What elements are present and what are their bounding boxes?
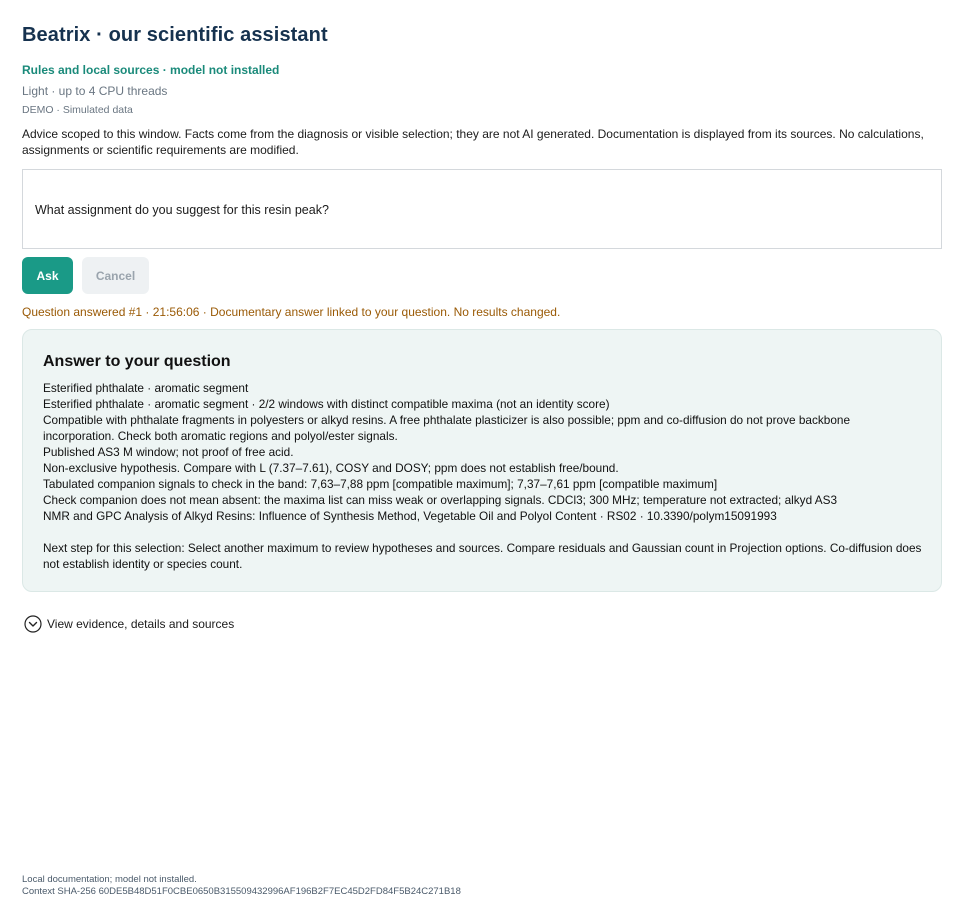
answer-body	[43, 380, 923, 572]
answer-line: Non-exclusive hypothesis. Compare with L (7.37–7.61), COSY and DOSY; ppm does not establish free/bound.	[43, 461, 619, 475]
answer-line: Esterified phthalate · aromatic segment · 2/2 windows with distinct compatible maxima (not an identity score)	[43, 397, 610, 411]
chevron-down-circle-icon	[24, 615, 42, 633]
footer-context-hash: Context SHA-256 60DE5B48D51F0CBE0650B315509432996AF196B2F7EC45D2FD84F5B24C271B18	[22, 886, 461, 897]
question-input-value: What assignment do you suggest for this resin peak?	[35, 203, 329, 217]
view-evidence-toggle[interactable]	[24, 614, 234, 634]
ask-button[interactable]: Ask	[22, 257, 73, 294]
scope-notice: Advice scoped to this window. Facts come from the diagnosis or visible selection; they are not AI generated. Documentation is displayed from its sources. No calculations, assignments or scientific requirements are modified.	[22, 127, 924, 157]
status-message: Question answered #1 · 21:56:06 · Documentary answer linked to your question. No results changed.	[22, 305, 561, 319]
performance-label: Light · up to 4 CPU threads	[22, 84, 168, 98]
mode-label: Rules and local sources · model not installed	[22, 63, 280, 77]
footer-doc-note: Local documentation; model not installed.	[22, 874, 197, 885]
answer-line: Tabulated companion signals to check in the band: 7,63–7,88 ppm [compatible maximum]; 7,37–7,61 ppm [compatible maximum]	[43, 477, 718, 491]
answer-line: Check companion does not mean absent: the maxima list can miss weak or overlapping signals. CDCl3; 300 MHz; temperature not extracted; alkyd AS3	[43, 493, 838, 507]
answer-line: Published AS3 M window; not proof of free acid.	[43, 445, 294, 459]
answer-line: Esterified phthalate · aromatic segment	[43, 381, 249, 395]
question-input[interactable]	[22, 169, 942, 249]
view-evidence-label: View evidence, details and sources	[47, 617, 235, 631]
answer-line: Compatible with phthalate fragments in polyesters or alkyd resins. A free phthalate plasticizer is also possible; ppm and co-diffusion do not prove backbone incorporation. Check both aromatic regions and polyol/ester signals.	[43, 413, 851, 443]
answer-title: Answer to your question	[43, 353, 231, 370]
page-title: Beatrix · our scientific assistant	[22, 24, 328, 46]
answer-next-step: Next step for this selection: Select another maximum to review hypotheses and sources. Compare residuals and Gaussian count in Projection options. Co-diffusion does not establish identity or species count.	[43, 541, 922, 571]
cancel-button[interactable]: Cancel	[82, 257, 149, 294]
answer-spacer	[43, 524, 923, 540]
answer-card	[22, 329, 942, 592]
demo-badge: DEMO · Simulated data	[22, 104, 133, 116]
answer-line: NMR and GPC Analysis of Alkyd Resins: Influence of Synthesis Method, Vegetable Oil and Polyol Content · RS02 · 10.3390/polym15091993	[43, 509, 777, 523]
